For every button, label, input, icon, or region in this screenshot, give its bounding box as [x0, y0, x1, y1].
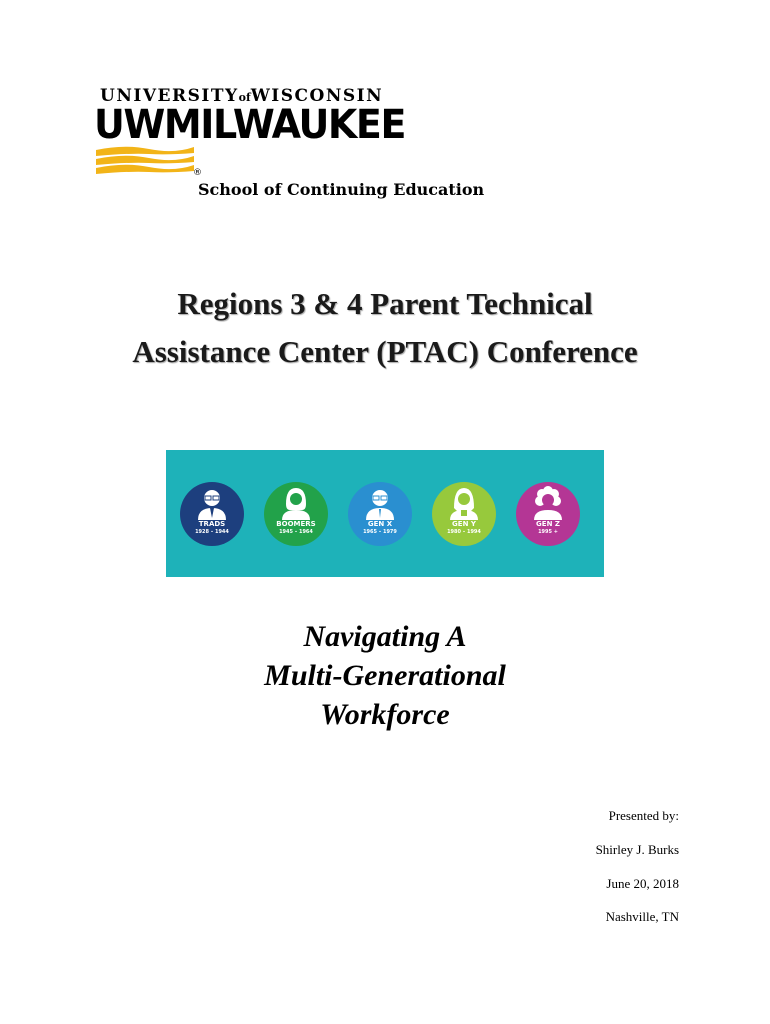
generation-badge-gen-z — [516, 482, 580, 546]
generation-name: GEN Z — [536, 520, 560, 528]
logo-of-text: of — [238, 91, 251, 104]
woman-long-hair-icon — [432, 482, 496, 546]
generation-badge-gen-x — [348, 482, 412, 546]
generations-banner — [166, 450, 604, 577]
logo-wisconsin-text: WISCONSIN — [250, 86, 384, 106]
generation-badge-trads — [180, 482, 244, 546]
presentation-title — [0, 617, 770, 734]
presenter-name: Shirley J. Burks — [595, 842, 679, 857]
curly-hair-person-icon — [516, 482, 580, 546]
woman-icon — [264, 482, 328, 546]
logo-university-text: UNIVERSITY — [100, 86, 239, 106]
man-with-tie-icon — [348, 482, 412, 546]
generation-badge-boomers — [264, 482, 328, 546]
presentation-date: June 20, 2018 — [606, 876, 679, 891]
generation-years: 1995 + — [538, 529, 558, 535]
logo-school-name: School of Continuing Education — [198, 180, 485, 199]
conference-title-line-1: Regions 3 & 4 Parent Technical — [177, 286, 593, 321]
generation-name: TRADS — [198, 520, 226, 528]
conference-title — [0, 280, 770, 376]
generation-years: 1980 – 1994 — [447, 529, 481, 535]
generation-years: 1928 – 1944 — [195, 529, 229, 535]
presentation-title-line-3: Workforce — [320, 698, 450, 731]
presentation-location: Nashville, TN — [605, 909, 679, 924]
presentation-title-line-1: Navigating A — [303, 620, 467, 653]
generation-years: 1945 – 1964 — [279, 529, 313, 535]
generation-name: GEN Y — [452, 520, 476, 528]
logo-brand: UWMILWAUKEE — [94, 102, 405, 148]
uwm-logo — [94, 86, 514, 206]
presented-by-label: Presented by: — [608, 808, 679, 823]
man-with-glasses-icon — [180, 482, 244, 546]
generation-name: GEN X — [367, 520, 393, 528]
logo-stripes-icon — [94, 144, 194, 178]
logo-registered-mark: ® — [193, 168, 202, 178]
generation-name: BOOMERS — [276, 520, 316, 528]
generation-years: 1965 – 1979 — [363, 529, 397, 535]
conference-title-line-2: Assistance Center (PTAC) Conference — [132, 334, 638, 369]
generation-badge-gen-y — [432, 482, 496, 546]
presentation-title-line-2: Multi-Generational — [264, 659, 506, 692]
